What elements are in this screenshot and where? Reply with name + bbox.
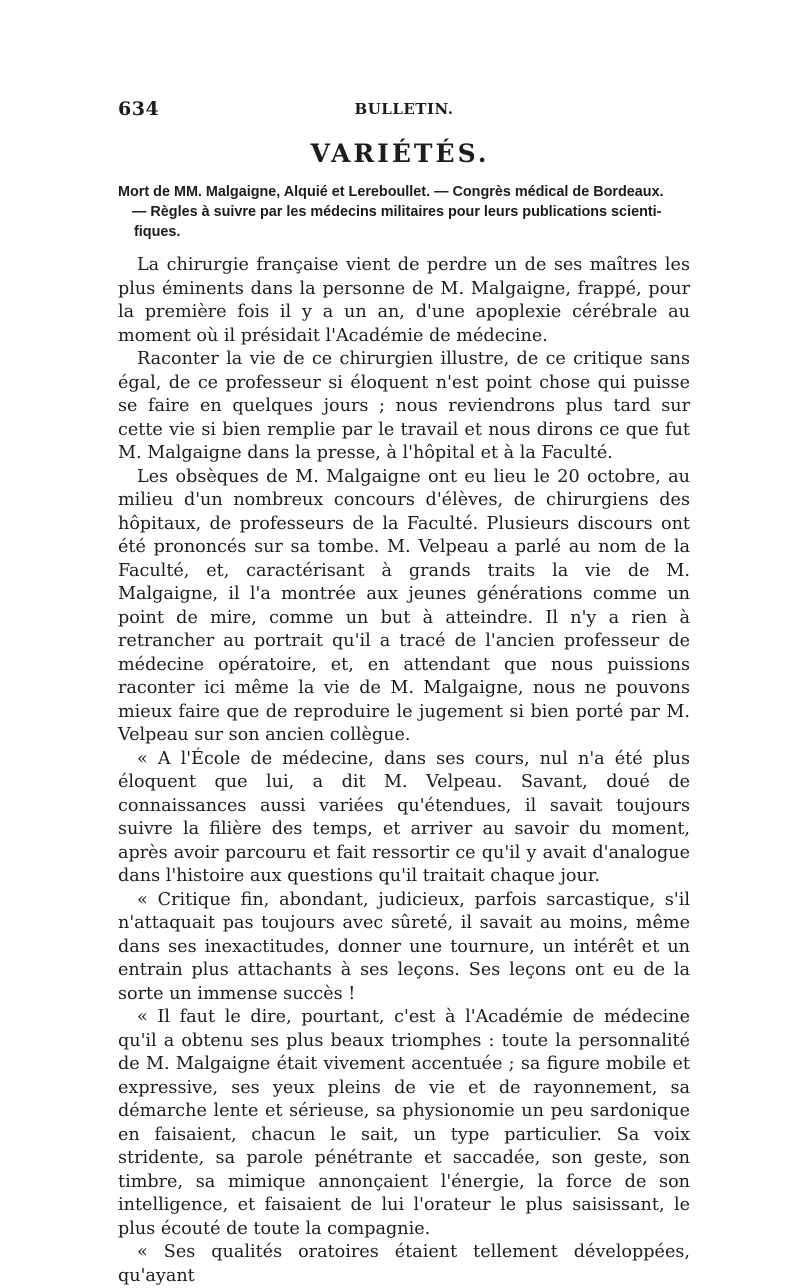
section-summary	[118, 182, 696, 242]
section-title: VARIÉTÉS.	[310, 139, 490, 168]
summary-line: — Règles à suivre par les médecins militaires pour leurs publications scienti-	[132, 204, 662, 220]
paragraph: « Il faut le dire, pourtant, c'est à l'Académie de médecine qu'il a obtenu ses plus beaux triomphes : toute la personnalité de M. Malgaigne était vivement accentuée ; sa figure mobile et expressive, ses yeux pleins de vie et de rayonnement, sa démarche lente et sérieuse, sa physionomie un peu sardonique en faisaient, chacun le sait, un type particulier. Sa voix stridente, sa parole pénétrante et saccadée, son geste, son timbre, sa mimique annonçaient l'énergie, la force de son intelligence, et faisaient de lui l'orateur le plus saisissant, le plus écouté de toute la compagnie.	[118, 1007, 690, 1239]
paragraph: « A l'École de médecine, dans ses cours, nul n'a été plus éloquent que lui, a dit M. Velpeau. Savant, doué de connaissances aussi variées qu'étendues, il savait toujours suivre la filière des temps, et arriver au savoir du moment, après avoir parcouru et fait ressortir ce qu'il y avait d'analogue dans l'histoire aux questions qu'il traitait chaque jour.	[118, 748, 690, 886]
paragraph: La chirurgie française vient de perdre un de ses maîtres les plus éminents dans la personne de M. Malgaigne, frappé, pour la première fois il y a un an, d'une apoplexie cérébrale au moment où il présidait l'Académie de médecine.	[118, 255, 690, 346]
running-head	[118, 98, 690, 122]
page-number: 634	[118, 98, 160, 120]
body-text	[118, 254, 690, 1288]
summary-line: Mort de MM. Malgaigne, Alquié et Lereboullet. — Congrès médical de Bordeaux.	[118, 184, 664, 200]
running-title: BULLETIN.	[354, 100, 454, 118]
paragraph: « Ses qualités oratoires étaient tellement développées, qu'ayant	[118, 1242, 690, 1286]
summary-line: fiques.	[134, 224, 181, 240]
paragraph: Les obsèques de M. Malgaigne ont eu lieu le 20 octobre, au milieu d'un nombreux concours d'élèves, de chirurgiens des hôpitaux, de professeurs de la Faculté. Plusieurs discours ont été prononcés sur sa tombe. M. Velpeau a parlé au nom de la Faculté, et, caractérisant à grands traits la vie de M. Malgaigne, il l'a montrée aux jeunes générations comme un point de mire, comme un but à atteindre. Il n'y a rien à retrancher au portrait qu'il a tracé de l'ancien professeur de médecine opératoire, et, en attendant que nous puissions raconter ici même la vie de M. Malgaigne, nous ne pouvons mieux faire que de reproduire le jugement si bien porté par M. Velpeau sur son ancien collègue.	[118, 466, 690, 745]
paragraph: Raconter la vie de ce chirurgien illustre, de ce critique sans égal, de ce professeur si éloquent n'est point chose qui puisse se faire en quelques jours ; nous reviendrons plus tard sur cette vie si bien remplie par le travail et nous dirons ce que fut M. Malgaigne dans la presse, à l'hôpital et à la Faculté.	[118, 349, 690, 463]
paragraph: « Critique fin, abondant, judicieux, parfois sarcastique, s'il n'attaquait pas toujours avec sûreté, il savait au moins, même dans ses inexactitudes, donner une tournure, un intérêt et un entrain plus attachants à ses leçons. Ses leçons ont eu de la sorte un immense succès !	[118, 889, 690, 1004]
